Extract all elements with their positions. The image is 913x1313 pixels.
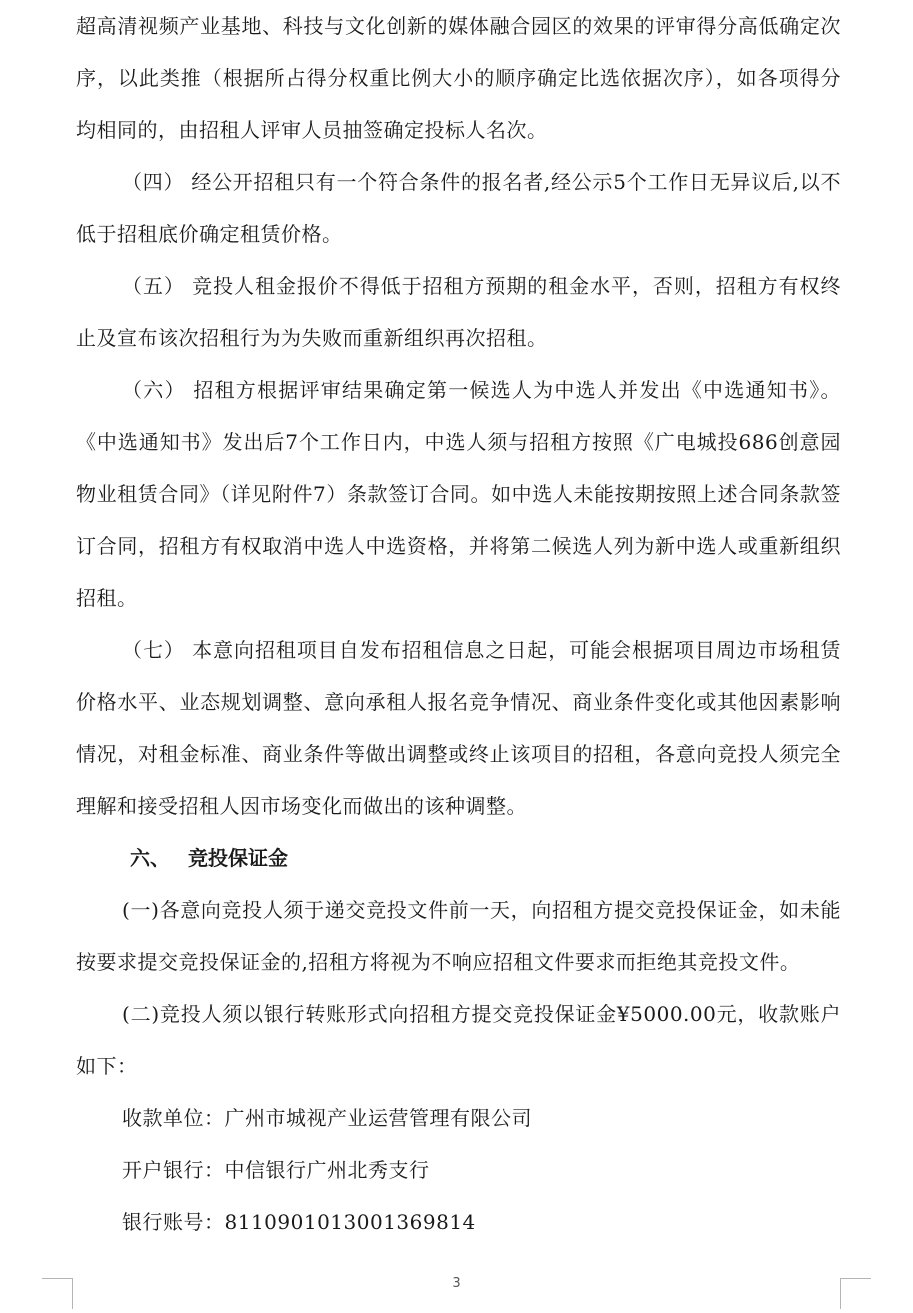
paragraph-item-6: （六） 招租方根据评审结果确定第一候选人为中选人并发出《中选通知书》。《中选通知书》发出后7个工作日内，中选人须与招租方按照《广电城投686创意园物业租赁合同》（详见附件7）条款签订合同。如中选人未能按期按照上述合同条款签订合同，招租方有权取消中选人中选资格，并将第二候选人列为新中选人或重新组织招租。 xyxy=(76,378,841,610)
payee-line: 收款单位：广州市城视产业运营管理有限公司 xyxy=(122,1106,532,1130)
paragraph-item-7: （七） 本意向招租项目自发布招租信息之日起，可能会根据项目周边市场租赁价格水平、业态规划调整、意向承租人报名竞争情况、商业条件变化或其他因素影响情况，对租金标准、商业条件等做出调整或终止该项目的招租，各意向竞投人须完全理解和接受招租人因市场变化而做出的该种调整。 xyxy=(76,638,841,818)
deposit-clause-2: (二)竞投人须以银行转账形式向招租方提交竞投保证金¥5000.00元，收款账户如下： xyxy=(76,1002,841,1078)
section-title: 竞投保证金 xyxy=(188,846,288,870)
document-body xyxy=(76,0,841,1248)
page-number: 3 xyxy=(452,1276,461,1291)
section-number: 六、 xyxy=(130,846,170,870)
account-line: 银行账号：8110901013001369814 xyxy=(122,1210,476,1234)
paragraph-continued: 超高清视频产业基地、科技与文化创新的媒体融合园区的效果的评审得分高低确定次序，以此类推（根据所占得分权重比例大小的顺序确定比选依据次序），如各项得分均相同的，由招租人评审人员抽签确定投标人名次。 xyxy=(76,14,841,142)
bank-line: 开户银行：中信银行广州北秀支行 xyxy=(122,1158,430,1182)
paragraph-item-4: （四） 经公开招租只有一个符合条件的报名者,经公示5个工作日无异议后,以不低于招租底价确定租赁价格。 xyxy=(76,170,841,246)
deposit-clause-1: (一)各意向竞投人须于递交竞投文件前一天，向招租方提交竞投保证金，如未能按要求提交竞投保证金的,招租方将视为不响应招租文件要求而拒绝其竞投文件。 xyxy=(76,898,841,974)
section-heading xyxy=(76,832,841,884)
paragraph-item-5: （五） 竞投人租金报价不得低于招租方预期的租金水平，否则，招租方有权终止及宣布该次招租行为为失败而重新组织再次招租。 xyxy=(76,274,841,350)
